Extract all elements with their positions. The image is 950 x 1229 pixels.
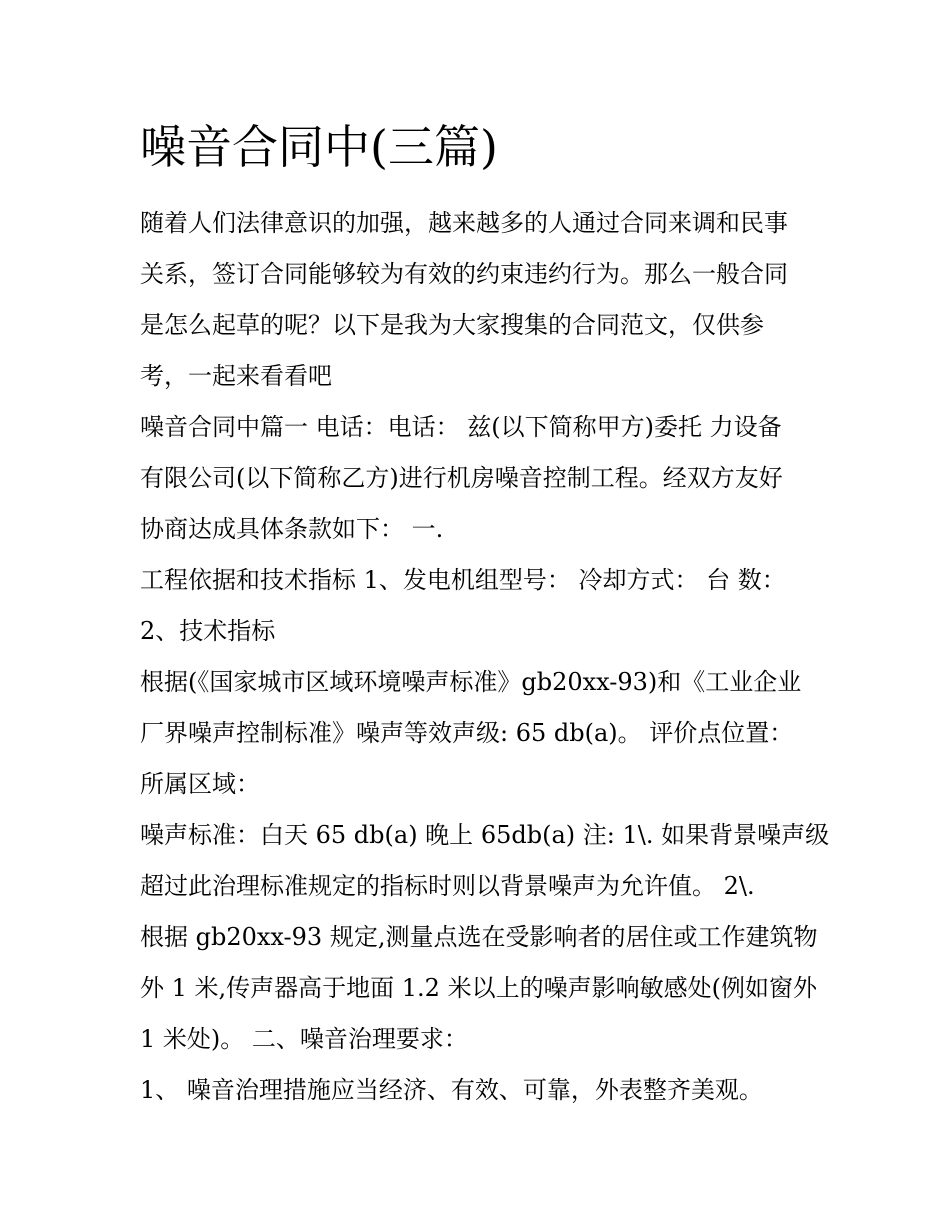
text-line: 是怎么起草的呢？以下是我为大家搜集的合同范文，仅供参 (140, 311, 764, 339)
text-line: 2、技术指标 (140, 617, 276, 645)
text-line: 协商达成具体条款如下： 一. (140, 515, 444, 543)
text-line: 工程依据和技术指标 1、发电机组型号： 冷却方式： 台 数： (140, 566, 786, 594)
text-line: 所属区域： (140, 770, 260, 798)
text-line: 根据 gb20xx-93 规定,测量点选在受影响者的居住或工作建筑物 (140, 923, 818, 951)
document-body (140, 198, 830, 1116)
text-line: 有限公司(以下简称乙方)进行机房噪音控制工程。经双方友好 (140, 464, 783, 492)
document-title: 噪音合同中(三篇) (140, 120, 498, 174)
text-line: 考，一起来看看吧 (140, 362, 332, 390)
text-line: 超过此治理标准规定的指标时则以背景噪声为允许值。 2\. (140, 872, 755, 900)
text-line: 1、 噪音治理措施应当经济、有效、可靠，外表整齐美观。 (140, 1076, 763, 1104)
text-line: 随着人们法律意识的加强，越来越多的人通过合同来调和民事 (140, 209, 788, 237)
text-line: 根据(《国家城市区域环境噪声标准》gb20xx-93)和《工业企业 (140, 668, 802, 696)
text-line: 噪声标准：白天 65 db(a) 晚上 65db(a) 注: 1\. 如果背景噪声级 (140, 821, 830, 849)
text-line: 厂界噪声控制标准》噪声等效声级: 65 db(a)。 评价点位置： (140, 719, 794, 747)
text-line: 外 1 米,传声器高于地面 1.2 米以上的噪声影响敏感处(例如窗外 (140, 974, 817, 1002)
text-line: 1 米处)。 二、噪音治理要求： (140, 1025, 468, 1053)
text-line: 噪音合同中篇一 电话：电话： 兹(以下简称甲方)委托 力设备 (140, 413, 782, 441)
text-line: 关系，签订合同能够较为有效的约束违约行为。那么一般合同 (140, 260, 788, 288)
